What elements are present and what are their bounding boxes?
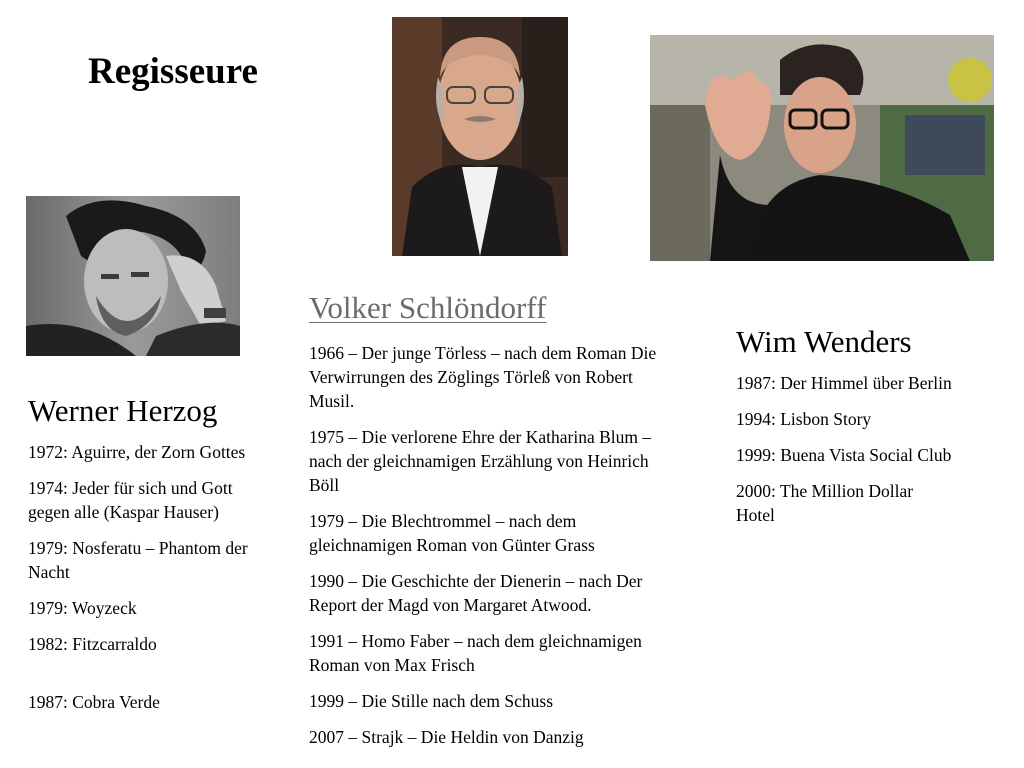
schloendorff-name-link[interactable]: Volker Schlöndorff	[309, 290, 547, 325]
film-item: 1972: Aguirre, der Zorn Gottes	[28, 442, 246, 462]
film-item: 1991 – Homo Faber – nach dem gleichnamigen Roman von Max Frisch	[309, 631, 642, 675]
herzog-name: Werner Herzog	[28, 393, 218, 428]
schloendorff-section	[309, 291, 679, 761]
film-item: 1979 – Die Blechtrommel – nach dem gleichnamigen Roman von Günter Grass	[309, 511, 595, 555]
wenders-name: Wim Wenders	[736, 324, 912, 359]
film-item: 1979: Woyzeck	[28, 598, 137, 618]
herzog-film-list	[28, 440, 268, 714]
herzog-photo	[26, 196, 240, 356]
wenders-section	[736, 325, 956, 539]
film-item: 2000: The Million Dollar Hotel	[736, 481, 914, 525]
film-item: 1999: Buena Vista Social Club	[736, 445, 952, 465]
film-item: 1979: Nosferatu – Phantom der Nacht	[28, 538, 248, 582]
film-item: 1975 – Die verlorene Ehre der Katharina Blum – nach der gleichnamigen Erzählung von Heinrich Böll	[309, 427, 652, 495]
film-item: 1990 – Die Geschichte der Dienerin – nach Der Report der Magd von Margaret Atwood.	[309, 571, 643, 615]
film-item: 1999 – Die Stille nach dem Schuss	[309, 691, 554, 711]
film-item: 1987: Der Himmel über Berlin	[736, 373, 952, 393]
film-item: 2007 – Strajk – Die Heldin von Danzig	[309, 727, 584, 747]
film-item: 1994: Lisbon Story	[736, 409, 872, 429]
film-item: 1974: Jeder für sich und Gott gegen alle (Kaspar Hauser)	[28, 478, 233, 522]
film-item: 1982: Fitzcarraldo	[28, 634, 157, 654]
herzog-section	[28, 394, 268, 726]
film-item: 1987: Cobra Verde	[28, 692, 160, 712]
slide-title: Regisseure	[88, 51, 258, 92]
wenders-film-list	[736, 371, 956, 527]
wenders-photo	[650, 35, 994, 261]
film-item: 1966 – Der junge Törless – nach dem Roman Die Verwirrungen des Zöglings Törleß von Robert Musil.	[309, 343, 657, 411]
schloendorff-photo	[392, 17, 568, 256]
schloendorff-film-list	[309, 341, 679, 749]
